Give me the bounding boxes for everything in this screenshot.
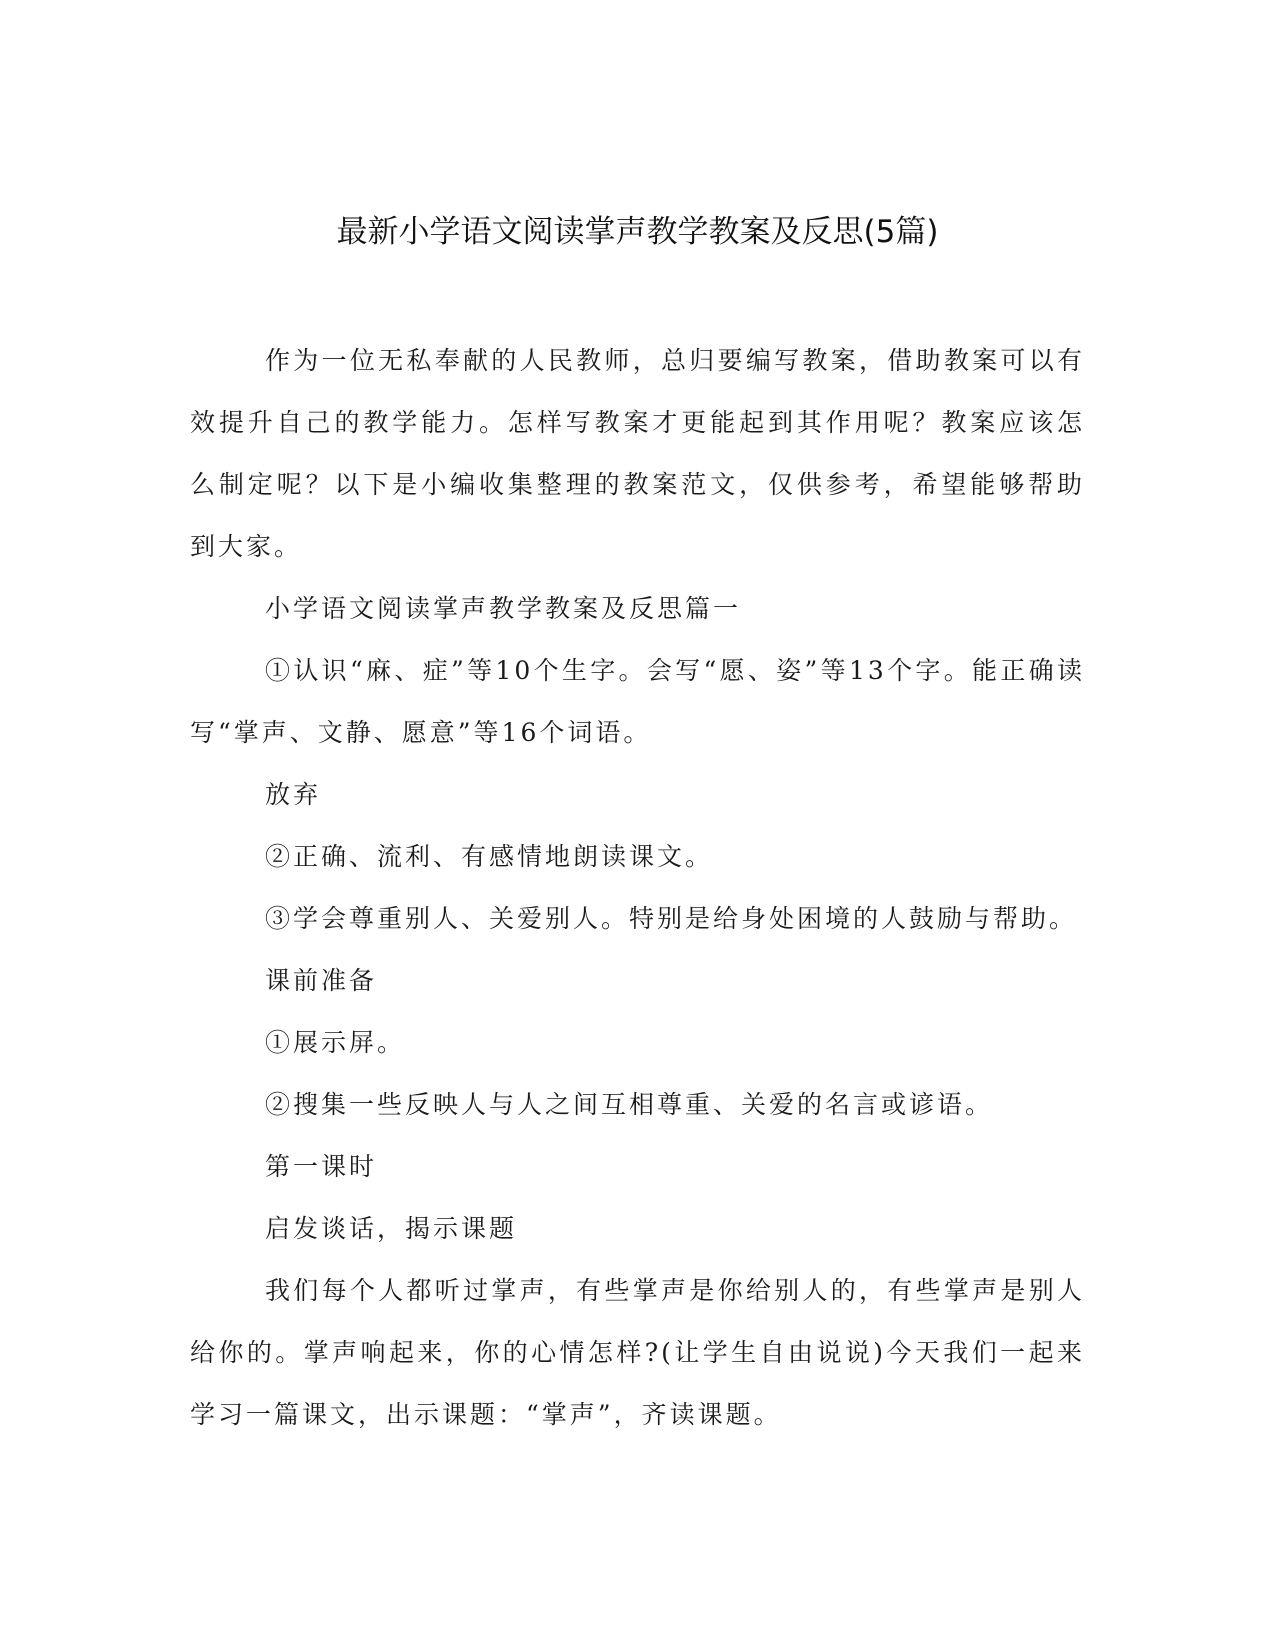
section-heading-first-lesson: 第一课时 <box>265 1152 378 1181</box>
section-heading-preparation: 课前准备 <box>265 966 378 995</box>
paragraph-give-up: 放弃 <box>265 780 322 809</box>
subheading-introduction: 启发谈话，揭示课题 <box>265 1214 518 1243</box>
preparation-item-1: ①展示屏。 <box>265 1028 406 1057</box>
paragraph-lesson-intro: 我们每个人都听过掌声，有些掌声是你给别人的，有些掌声是别人给你的。掌声响起来，你的心情怎样?(让学生自由说说)今天我们一起来学习一篇课文，出示课题：“掌声”，齐读课题。 <box>190 1276 1085 1429</box>
paragraph-intro: 作为一位无私奉献的人民教师，总归要编写教案，借助教案可以有效提升自己的教学能力。怎样写教案才更能起到其作用呢？教案应该怎么制定呢？以下是小编收集整理的教案范文，仅供参考，希望能够帮助到大家。 <box>190 346 1085 561</box>
document-title: 最新小学语文阅读掌声教学教案及反思(5篇) <box>336 214 939 250</box>
objective-item-2: ②正确、流利、有感情地朗读课文。 <box>265 842 714 871</box>
preparation-item-2: ②搜集一些反映人与人之间互相尊重、关爱的名言或谚语。 <box>265 1090 994 1119</box>
objective-item-3: ③学会尊重别人、关爱别人。特别是给身处困境的人鼓励与帮助。 <box>265 904 1078 933</box>
section-heading-part-one: 小学语文阅读掌声教学教案及反思篇一 <box>265 594 742 623</box>
objective-item-1: ①认识“麻、症”等10个生字。会写“愿、姿”等13个字。能正确读写“掌声、文静、愿意”等16个词语。 <box>190 656 1085 747</box>
document-body <box>190 330 1085 1446</box>
